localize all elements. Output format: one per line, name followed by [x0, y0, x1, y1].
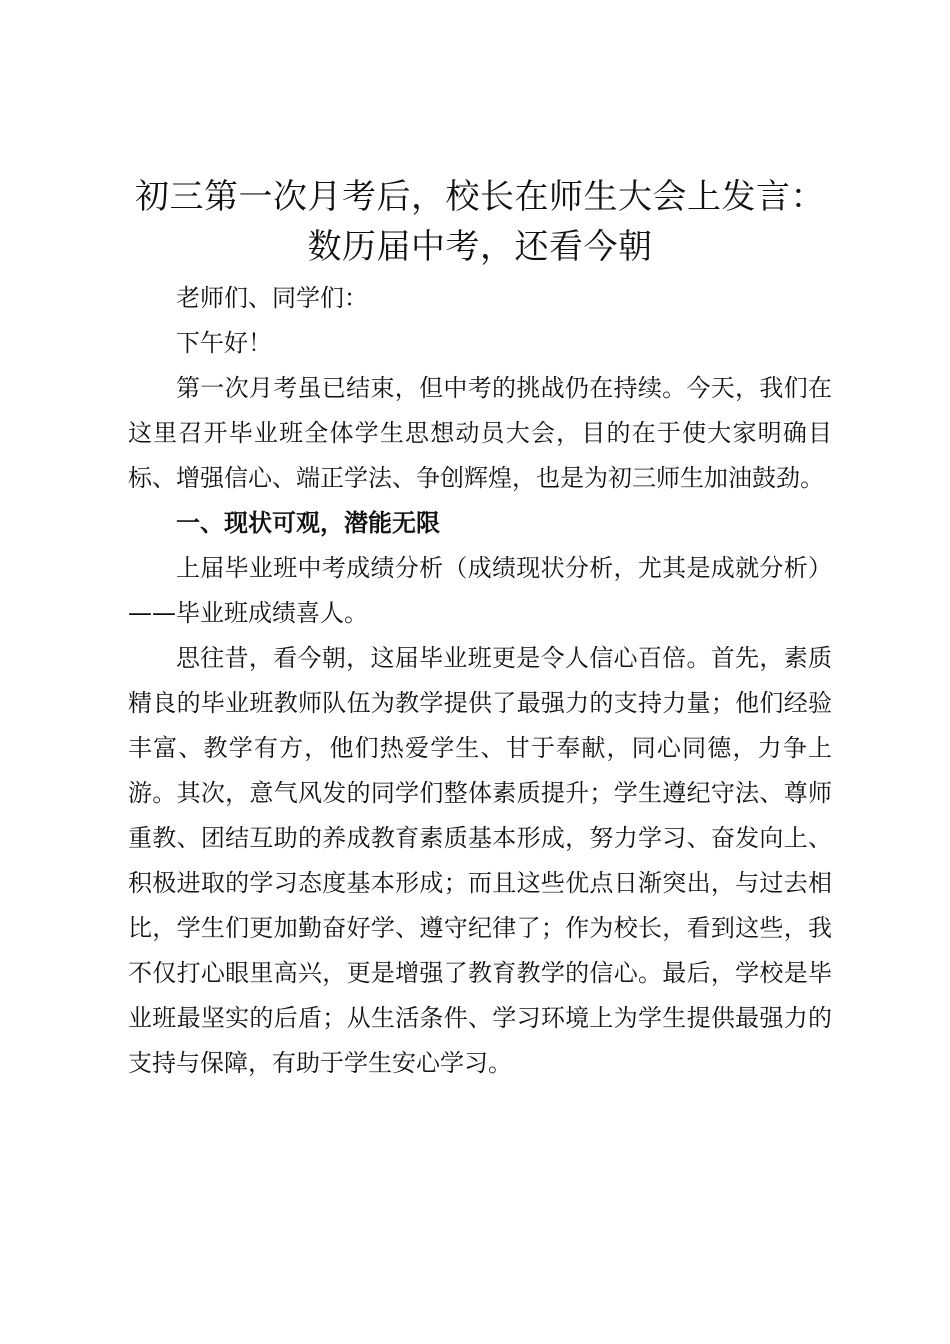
greeting: 下午好！ [176, 329, 272, 357]
document-title [128, 172, 832, 272]
section-heading: 一、现状可观，潜能无限 [176, 509, 440, 537]
title-line-2: 数历届中考，还看今朝 [307, 227, 653, 267]
document-page [128, 172, 832, 1086]
paragraph-analysis: 上届毕业班中考成绩分析（成绩现状分析，尤其是成就分析）——毕业班成绩喜人。 [128, 554, 832, 627]
title-line-1: 初三第一次月考后，校长在师生大会上发言： [135, 177, 825, 217]
salutation: 老师们、同学们： [176, 284, 368, 312]
paragraph-intro: 第一次月考虽已结束，但中考的挑战仍在持续。今天，我们在这里召开毕业班全体学生思想动员大会，目的在于使大家明确目标、增强信心、端正学法、争创辉煌，也是为初三师生加油鼓劲。 [128, 374, 832, 492]
paragraph-confidence: 思往昔，看今朝，这届毕业班更是令人信心百倍。首先，素质精良的毕业班教师队伍为教学提供了最强力的支持力量；他们经验丰富、教学有方，他们热爱学生、甘于奉献，同心同德，力争上游。其次，意气风发的同学们整体素质提升；学生遵纪守法、尊师重教、团结互助的养成教育素质基本形成，努力学习、奋发向上、积极进取的学习态度基本形成；而且这些优点日渐突出，与过去相比，学生们更加勤奋好学、遵守纪律了；作为校长，看到这些，我不仅打心眼里高兴，更是增强了教育教学的信心。最后，学校是毕业班最坚实的后盾；从生活条件、学习环境上为学生提供最强力的支持与保障，有助于学生安心学习。 [128, 644, 832, 1077]
